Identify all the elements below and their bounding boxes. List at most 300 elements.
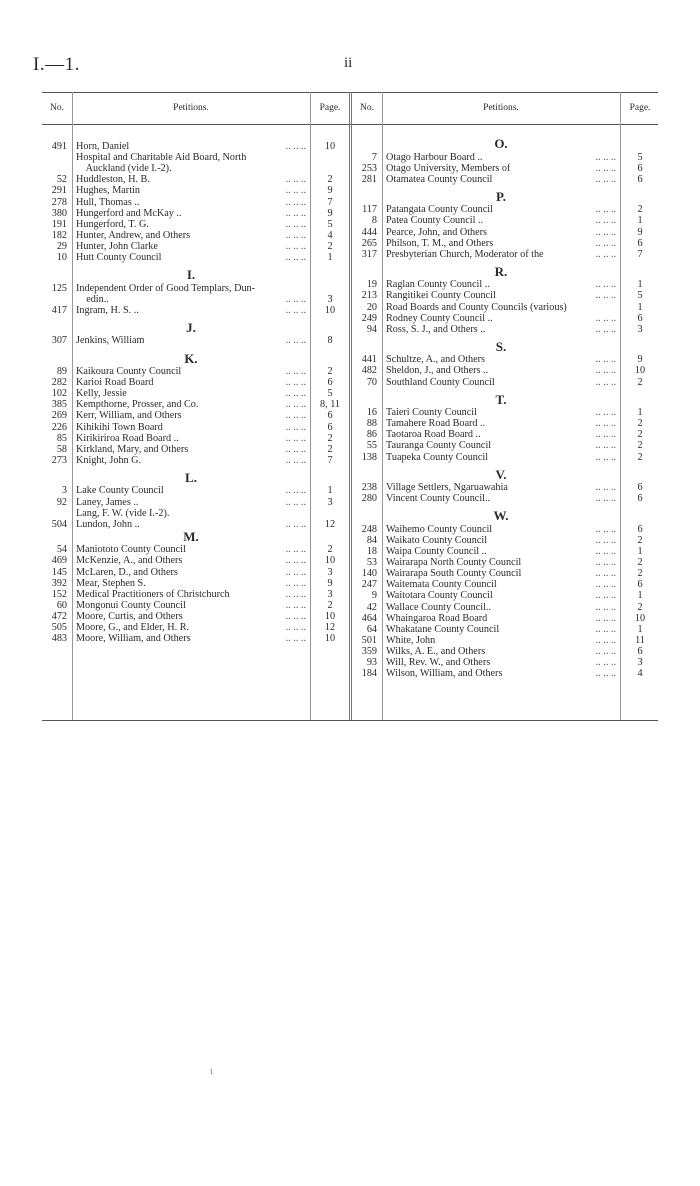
entry-name: Karioi Road Board	[76, 377, 154, 389]
entry-page: 10	[634, 612, 646, 624]
leader-dots: .. .. ..	[595, 482, 616, 494]
entry-name: Waitemata County Council	[386, 579, 497, 591]
entry-name: White, John	[386, 634, 436, 646]
leader-dots: .. .. ..	[285, 633, 306, 645]
leader-dots: .. .. ..	[595, 590, 616, 602]
entry-page: 2	[637, 601, 643, 613]
entry-name: Wairarapa North County Council	[386, 557, 522, 569]
entry-name: Moore, Curtis, and Others	[76, 610, 183, 622]
entry-number: 469	[51, 555, 67, 567]
entry-name: Moore, William, and Others	[76, 633, 191, 645]
entry-number: 58	[56, 443, 67, 455]
entry-name: Philson, T. M., and Others	[386, 237, 494, 249]
entry-number: 29	[56, 240, 67, 252]
entry-name: Schultze, A., and Others	[386, 354, 486, 366]
entry-number: 152	[51, 588, 67, 600]
entry-number: 504	[51, 518, 67, 530]
entry-page: 10	[634, 365, 646, 377]
entry-name: Knight, John G.	[76, 454, 142, 466]
entry-number: 359	[361, 645, 377, 657]
section-letter: I.	[186, 267, 196, 283]
entry-number: 483	[51, 633, 67, 645]
section-letter: P.	[496, 188, 506, 204]
entry-number: 89	[56, 366, 67, 377]
leader-dots: .. .. ..	[285, 555, 306, 567]
leader-dots: .. .. ..	[595, 493, 616, 505]
entry-page: 9	[327, 577, 333, 589]
entry-page: 12	[324, 622, 336, 633]
entry-name: Moore, G., and Elder, H. R.	[76, 622, 190, 633]
entry-page: 9	[327, 207, 333, 219]
entry-number: 16	[366, 407, 377, 419]
entry-page: 3	[327, 496, 333, 508]
entry-page: 2	[327, 443, 333, 455]
entry-page: 6	[637, 237, 643, 249]
entry-number: 138	[361, 451, 377, 463]
entry-name: Mear, Stephen S.	[76, 577, 146, 589]
leader-dots: .. .. ..	[285, 185, 306, 197]
section-letter: J.	[186, 319, 196, 335]
entry-name: Hughes, Martin	[76, 185, 140, 197]
entry-name: Rangitikei County Council	[386, 290, 496, 302]
column-header-page-right: Page.	[629, 103, 651, 113]
entry-number: 441	[361, 354, 377, 366]
entry-number: 501	[361, 634, 377, 646]
entry-number: 70	[366, 376, 377, 388]
entry-page: 3	[637, 657, 643, 668]
entry-page: 2	[637, 440, 643, 452]
leader-dots: .. .. ..	[595, 579, 616, 591]
entry-number: 88	[366, 418, 377, 430]
section-letter: W.	[493, 508, 509, 524]
entry-page: 8, 11	[320, 399, 340, 411]
entry-name: Pearce, John, and Others	[386, 226, 487, 238]
entry-number: 269	[51, 410, 67, 422]
leader-dots: .. .. ..	[285, 304, 306, 316]
entry-page: 2	[637, 418, 643, 430]
entry-number: 60	[56, 599, 67, 611]
entry-number: 20	[366, 301, 377, 313]
leader-dots: .. .. ..	[285, 377, 306, 389]
entry-page: 6	[637, 579, 643, 591]
section-letter: O.	[494, 136, 508, 151]
leader-dots: .. .. ..	[595, 645, 616, 657]
entry-name: Kempthorne, Prosser, and Co.	[76, 399, 199, 411]
leader-dots: .. .. ..	[285, 588, 306, 600]
entry-name: Hull, Thomas ..	[76, 196, 140, 208]
entry-number: 18	[366, 546, 377, 557]
entry-name: Laney, James ..	[76, 496, 139, 508]
section-letter: S.	[495, 338, 507, 354]
leader-dots: .. .. ..	[595, 568, 616, 580]
entry-name: edin..	[76, 293, 109, 305]
entry-page: 2	[637, 568, 643, 580]
entry-page: 1	[637, 590, 643, 602]
entry-page: 10	[324, 304, 336, 316]
leader-dots: .. .. ..	[285, 207, 306, 219]
entry-number: 140	[361, 568, 377, 580]
entry-page: 9	[637, 226, 643, 238]
leader-dots: .. .. ..	[595, 534, 616, 546]
leader-dots: .. .. ..	[285, 496, 306, 508]
entry-name: Otamatea County Council	[386, 173, 493, 185]
entry-page: 6	[637, 162, 643, 174]
entry-number: 3	[61, 485, 67, 497]
leader-dots: .. .. ..	[595, 248, 616, 260]
entry-name: Road Boards and County Councils (various)	[386, 301, 567, 313]
leader-dots: .. .. ..	[285, 399, 306, 411]
entry-number: 7	[371, 151, 377, 163]
entry-number: 282	[51, 377, 67, 389]
entry-number: 184	[361, 668, 377, 680]
divider-left-no	[72, 92, 73, 720]
leader-dots: .. .. ..	[285, 366, 306, 377]
entry-number: 482	[361, 365, 377, 377]
entry-page: 6	[637, 173, 643, 185]
entry-number: 85	[56, 432, 67, 444]
entry-number: 385	[51, 399, 67, 411]
entry-name: Auckland (vide I.-2).	[76, 163, 172, 175]
leader-dots: .. .. ..	[285, 566, 306, 578]
entry-number: 53	[366, 557, 377, 569]
leader-dots: .. .. ..	[285, 293, 306, 305]
entry-number: 42	[366, 601, 377, 613]
entry-page: 6	[637, 312, 643, 324]
leader-dots: .. .. ..	[595, 226, 616, 238]
entry-page: 1	[327, 252, 333, 263]
leader-dots: .. .. ..	[595, 173, 616, 185]
entry-number: 94	[366, 323, 377, 335]
entry-number: 248	[361, 523, 377, 535]
entry-page: 5	[327, 388, 333, 400]
entry-name: Hutt County Council	[76, 252, 162, 263]
entry-name: Lundon, John ..	[76, 518, 140, 530]
entry-page: 10	[324, 633, 336, 645]
leader-dots: .. .. ..	[595, 634, 616, 646]
entry-page: 5	[637, 151, 643, 163]
leader-dots: .. .. ..	[285, 544, 306, 556]
leader-dots: .. .. ..	[595, 376, 616, 388]
leader-dots: .. .. ..	[595, 612, 616, 624]
entry-page: 2	[327, 432, 333, 444]
entry-number: 182	[51, 229, 67, 241]
entry-number: 291	[51, 185, 67, 197]
column-header-petitions-right: Petitions.	[483, 103, 519, 113]
leader-dots: .. .. ..	[285, 432, 306, 444]
entry-name: Wallace County Council..	[386, 601, 491, 613]
column-header-page-left: Page.	[319, 103, 341, 113]
entry-number: 55	[366, 440, 377, 452]
entry-page: 6	[637, 523, 643, 535]
entry-number: 380	[51, 207, 67, 219]
section-letter: T.	[495, 391, 507, 407]
entry-name: Hunter, Andrew, and Others	[76, 229, 191, 241]
leader-dots: .. .. ..	[595, 354, 616, 366]
entry-page: 6	[327, 410, 333, 422]
leader-dots: .. .. ..	[595, 601, 616, 613]
entry-number: 54	[56, 544, 67, 556]
entry-number: 280	[361, 493, 377, 505]
entry-number: 249	[361, 312, 377, 324]
entry-name: Whaingaroa Road Board	[386, 612, 488, 624]
leader-dots: .. .. ..	[595, 657, 616, 668]
entry-name: McLaren, D., and Others	[76, 566, 178, 578]
entry-number: 417	[51, 304, 67, 316]
entry-name: Wairarapa South County Council	[386, 568, 522, 580]
entry-page: 10	[324, 610, 336, 622]
bottom-rule	[42, 720, 658, 721]
entry-number: 273	[51, 454, 67, 466]
entry-name: Wilks, A. E., and Others	[386, 645, 486, 657]
entry-number: 86	[366, 429, 377, 441]
footer-mark: ɩ	[210, 1066, 213, 1077]
entry-number: 19	[366, 279, 377, 291]
leader-dots: .. .. ..	[285, 622, 306, 633]
entry-page: 9	[637, 354, 643, 366]
entry-number: 317	[361, 248, 377, 260]
entry-page: 12	[324, 518, 336, 530]
entry-name: Independent Order of Good Templars, Dun-	[76, 282, 256, 294]
entry-page: 10	[324, 141, 336, 152]
entry-page: 5	[327, 218, 333, 230]
section-letter: R.	[494, 263, 508, 279]
leader-dots: .. .. ..	[595, 279, 616, 291]
entry-name: Hospital and Charitable Aid Board, North	[76, 152, 247, 164]
leader-dots: .. .. ..	[285, 577, 306, 589]
entry-name: Maniototo County Council	[76, 544, 186, 556]
entry-number: 10	[56, 252, 67, 263]
entry-page: 1	[637, 279, 643, 291]
entry-name: Kerr, William, and Others	[76, 410, 182, 422]
leader-dots: .. .. ..	[285, 485, 306, 497]
entry-number: 247	[361, 579, 377, 591]
entry-page: 1	[327, 485, 333, 497]
leader-dots: .. .. ..	[595, 204, 616, 216]
leader-dots: .. .. ..	[285, 410, 306, 422]
entry-number: 191	[51, 218, 67, 230]
entry-page: 3	[327, 566, 333, 578]
entry-page: 6	[327, 421, 333, 433]
column-header-no-left: No.	[50, 103, 64, 113]
entry-name: Kaikoura County Council	[76, 366, 182, 377]
entry-name: Will, Rev. W., and Others	[386, 657, 491, 668]
entry-number: 9	[371, 590, 377, 602]
entry-name: Huddleston, H. B.	[76, 174, 150, 186]
entry-number: 307	[51, 335, 67, 347]
entry-number: 253	[361, 162, 377, 174]
leader-dots: .. .. ..	[595, 215, 616, 227]
entry-number: 392	[51, 577, 67, 589]
entry-name: Hungerford and McKay ..	[76, 207, 182, 219]
entry-name: Lang, F. W. (vide I.-2).	[76, 507, 170, 519]
entry-number: 265	[361, 237, 377, 249]
entry-number: 52	[56, 174, 67, 186]
entry-number: 125	[51, 282, 67, 294]
entry-name: Sheldon, J., and Others ..	[386, 365, 489, 377]
entry-page: 2	[327, 174, 333, 186]
leader-dots: .. .. ..	[595, 312, 616, 324]
leader-dots: .. .. ..	[595, 151, 616, 163]
entry-name: Kihikihi Town Board	[76, 421, 163, 433]
entry-name: Horn, Daniel	[76, 141, 130, 152]
entry-page: 9	[327, 185, 333, 197]
section-letter: M.	[183, 528, 199, 544]
leader-dots: .. .. ..	[595, 623, 616, 635]
page-number: ii	[344, 55, 353, 71]
entry-page: 1	[637, 215, 643, 227]
entry-name: Patangata County Council	[386, 204, 493, 216]
entry-number: 84	[366, 534, 377, 546]
entry-name: Otago University, Members of	[386, 162, 511, 174]
entry-number: 238	[361, 482, 377, 494]
entry-name: Waihemo County Council	[386, 523, 493, 535]
leader-dots: .. .. ..	[285, 240, 306, 252]
leader-dots: .. .. ..	[285, 443, 306, 455]
entry-page: 2	[637, 557, 643, 569]
entry-page: 2	[637, 429, 643, 441]
entry-page: 6	[637, 493, 643, 505]
entry-number: 117	[362, 204, 377, 216]
section-letter: V.	[495, 466, 507, 482]
leader-dots: .. .. ..	[285, 196, 306, 208]
entry-number: 472	[51, 610, 67, 622]
entry-number: 213	[361, 290, 377, 302]
entry-number: 64	[366, 623, 377, 635]
entry-number: 92	[56, 496, 67, 508]
entry-page: 2	[327, 240, 333, 252]
entry-name: Mongonui County Council	[76, 599, 186, 611]
leader-dots: .. .. ..	[595, 290, 616, 302]
entry-page: 2	[637, 204, 643, 216]
column-header-no-right: No.	[360, 103, 374, 113]
entry-name: Lake County Council	[76, 485, 164, 497]
entry-name: Patea County Council ..	[386, 215, 484, 227]
entry-page: 2	[327, 366, 333, 377]
entry-page: 2	[637, 534, 643, 546]
entry-name: Rodney County Council ..	[386, 312, 493, 324]
entry-number: 505	[51, 622, 67, 633]
leader-dots: .. .. ..	[285, 229, 306, 241]
entry-number: 491	[51, 141, 67, 152]
entry-number: 8	[371, 215, 377, 227]
entry-page: 8	[327, 335, 333, 347]
leader-dots: .. .. ..	[285, 599, 306, 611]
entry-page: 3	[637, 323, 643, 335]
entry-page: 6	[637, 645, 643, 657]
leader-dots: .. .. ..	[285, 388, 306, 400]
leader-dots: .. .. ..	[595, 557, 616, 569]
leader-dots: .. .. ..	[595, 237, 616, 249]
section-letter: K.	[184, 350, 198, 366]
leader-dots: .. .. ..	[285, 141, 306, 152]
leader-dots: .. .. ..	[595, 451, 616, 463]
entry-page: 1	[637, 301, 643, 313]
leader-dots: .. .. ..	[285, 610, 306, 622]
entry-page: 6	[327, 377, 333, 389]
entry-page: 3	[327, 293, 333, 305]
entry-name: Jenkins, William	[76, 335, 145, 347]
leader-dots: .. .. ..	[285, 335, 306, 347]
leader-dots: .. .. ..	[595, 668, 616, 680]
entry-page: 1	[637, 623, 643, 635]
entry-name: Village Settlers, Ngaruawahia	[386, 482, 508, 494]
leader-dots: .. .. ..	[595, 162, 616, 174]
entry-name: Wilson, William, and Others	[386, 668, 503, 680]
entry-page: 7	[327, 196, 333, 208]
entry-name: Tuapeka County Council	[386, 451, 489, 463]
entry-name: McKenzie, A., and Others	[76, 555, 183, 567]
entry-page: 5	[637, 290, 643, 302]
entry-page: 10	[324, 555, 336, 567]
entry-name: Waipa County Council ..	[386, 546, 487, 557]
entry-name: Otago Harbour Board ..	[386, 151, 483, 163]
entry-number: 278	[51, 196, 67, 208]
entry-page: 7	[637, 248, 643, 260]
entry-name: Kirikiriroa Road Board ..	[76, 432, 179, 444]
entry-name: Kelly, Jessie	[76, 388, 127, 400]
leader-dots: .. .. ..	[285, 454, 306, 466]
entry-name: Kirkland, Mary, and Others	[76, 443, 189, 455]
leader-dots: .. .. ..	[595, 523, 616, 535]
entry-page: 7	[327, 454, 333, 466]
leader-dots: .. .. ..	[285, 421, 306, 433]
entry-page: 3	[327, 588, 333, 600]
entry-name: Ingram, H. S. ..	[76, 304, 139, 316]
entry-name: Hunter, John Clarke	[76, 240, 158, 252]
entry-name: Taieri County Council	[386, 407, 477, 419]
section-letter: L.	[185, 469, 197, 485]
leader-dots: .. .. ..	[285, 518, 306, 530]
entry-name: Waitotara County Council	[386, 590, 493, 602]
leader-dots: .. .. ..	[595, 365, 616, 377]
leader-dots: .. .. ..	[595, 546, 616, 557]
leader-dots: .. .. ..	[595, 323, 616, 335]
entry-name: Taotaroa Road Board ..	[386, 429, 481, 441]
entry-page: 11	[635, 634, 645, 646]
entry-name: Presbyterian Church, Moderator of the	[386, 248, 544, 260]
leader-dots: .. .. ..	[285, 252, 306, 263]
entry-page: 2	[637, 451, 643, 463]
leader-dots: .. .. ..	[595, 418, 616, 430]
entry-name: Waikato County Council	[386, 534, 488, 546]
entry-name: Tauranga County Council	[386, 440, 492, 452]
entry-name: Medical Practitioners of Christchurch	[76, 588, 230, 600]
entry-number: 93	[366, 657, 377, 668]
entry-page: 6	[637, 482, 643, 494]
entry-number: 102	[51, 388, 67, 400]
entry-name: Hungerford, T. G.	[76, 218, 149, 230]
leader-dots: .. .. ..	[285, 174, 306, 186]
entry-number: 444	[361, 226, 377, 238]
entry-page: 2	[327, 599, 333, 611]
document-reference: I.—1.	[33, 54, 80, 75]
entry-page: 1	[637, 546, 643, 557]
entry-name: Tamahere Road Board ..	[386, 418, 486, 430]
entry-name: Whakatane County Council	[386, 623, 500, 635]
entry-number: 464	[361, 612, 377, 624]
entry-page: 2	[637, 376, 643, 388]
entry-name: Southland County Council	[386, 376, 495, 388]
entry-page: 4	[637, 668, 643, 680]
leader-dots: .. .. ..	[595, 429, 616, 441]
leader-dots: .. .. ..	[595, 440, 616, 452]
entry-number: 226	[51, 421, 67, 433]
entry-page: 2	[327, 544, 333, 556]
entry-number: 145	[51, 566, 67, 578]
entry-name: Ross, S. J., and Others ..	[386, 323, 486, 335]
entry-number: 281	[361, 173, 377, 185]
leader-dots: .. .. ..	[285, 218, 306, 230]
